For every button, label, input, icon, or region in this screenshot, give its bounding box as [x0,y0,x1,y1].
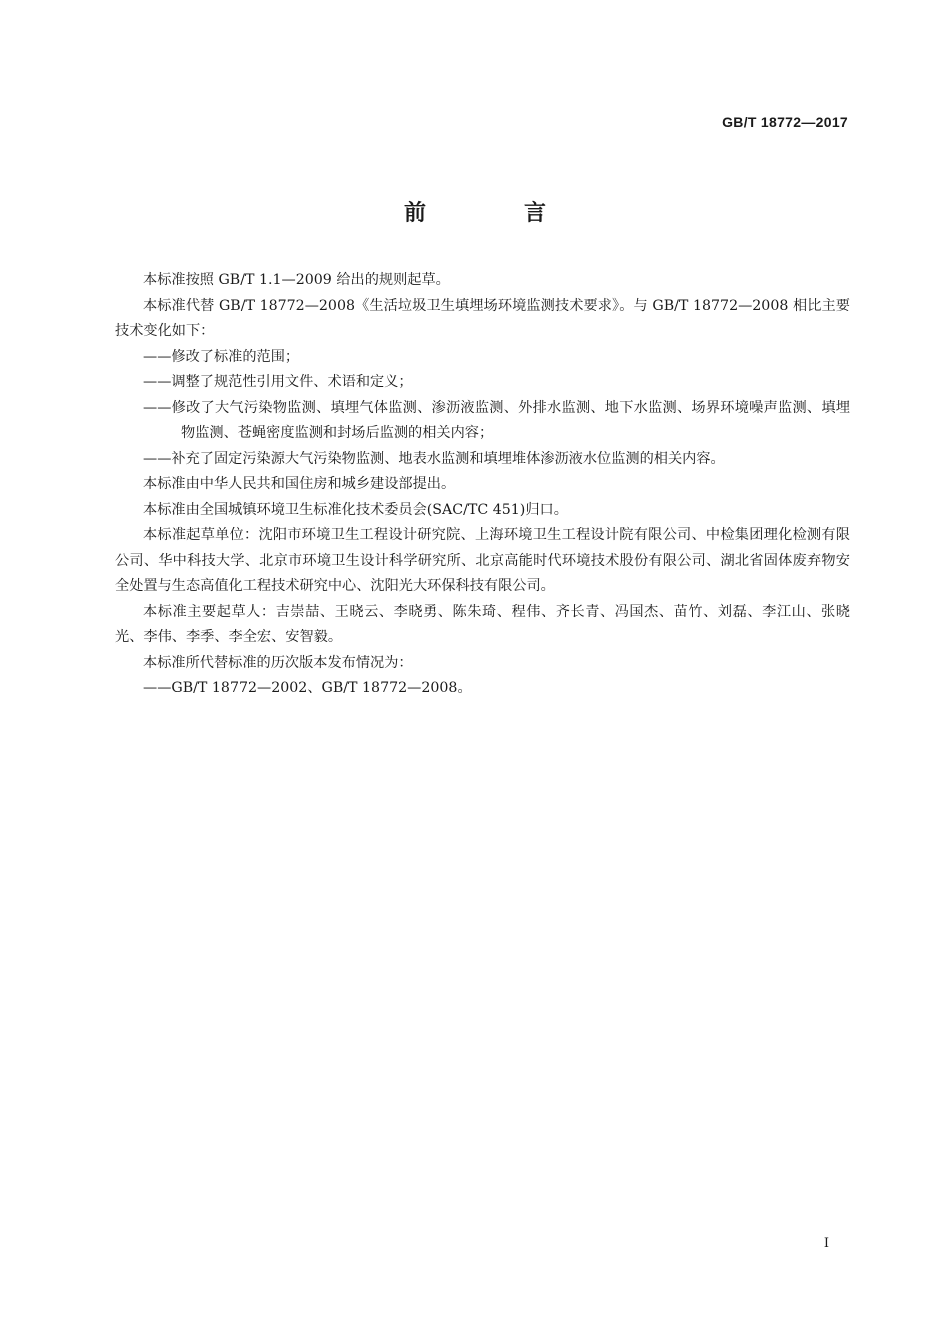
change-item-scope: ——修改了标准的范围； [143,348,300,365]
paragraph-drafting-units: 本标准起草单位：沈阳市环境卫生工程设计研究院、上海环境卫生工程设计院有限公司、中检集团理化检测有限公司、华中科技大学、北京市环境卫生设计科学研究所、北京高能时代环境技术股份有限公司、湖北省固体废弃物安全处置与生态高值化工程技术研究中心、沈阳光大环保科技有限公司。 [115,527,850,594]
page-number: I [823,1236,829,1251]
change-item-references: ——调整了规范性引用文件、术语和定义； [143,374,413,390]
history-item: ——GB/T 18772—2002、GB/T 18772—2008。 [143,680,472,696]
paragraph-drafting-rules: 本标准按照 GB/T 1.1—2009 给出的规则起草。 [143,272,450,288]
foreword-body [115,268,850,702]
paragraph-proposer: 本标准由中华人民共和国住房和城乡建设部提出。 [143,476,456,492]
paragraph-replacement: 本标准代替 GB/T 18772—2008《生活垃圾卫生填埋场环境监测技术要求》。与 GB/T 18772—2008 相比主要技术变化如下： [115,297,850,339]
change-item-supplement: ——补充了固定污染源大气污染物监测、地表水监测和填埋堆体渗沥液水位监测的相关内容。 [143,450,725,467]
paragraph-drafters: 本标准主要起草人：吉崇喆、王晓云、李晓勇、陈朱琦、程伟、齐长青、冯国杰、苗竹、刘磊、李江山、张晓光、李伟、李季、李全宏、安智毅。 [115,603,850,645]
paragraph-history-intro: 本标准所代替标准的历次版本发布情况为： [143,654,413,671]
change-item-monitoring: ——修改了大气污染物监测、填埋气体监测、渗沥液监测、外排水监测、地下水监测、场界环境噪声监测、填埋物监测、苍蝇密度监测和封场后监测的相关内容； [143,399,850,441]
paragraph-committee: 本标准由全国城镇环境卫生标准化技术委员会(SAC/TC 451)归口。 [143,501,568,518]
page-title: 前 言 [403,201,584,226]
standard-code: GB/T 18772—2017 [722,114,848,130]
